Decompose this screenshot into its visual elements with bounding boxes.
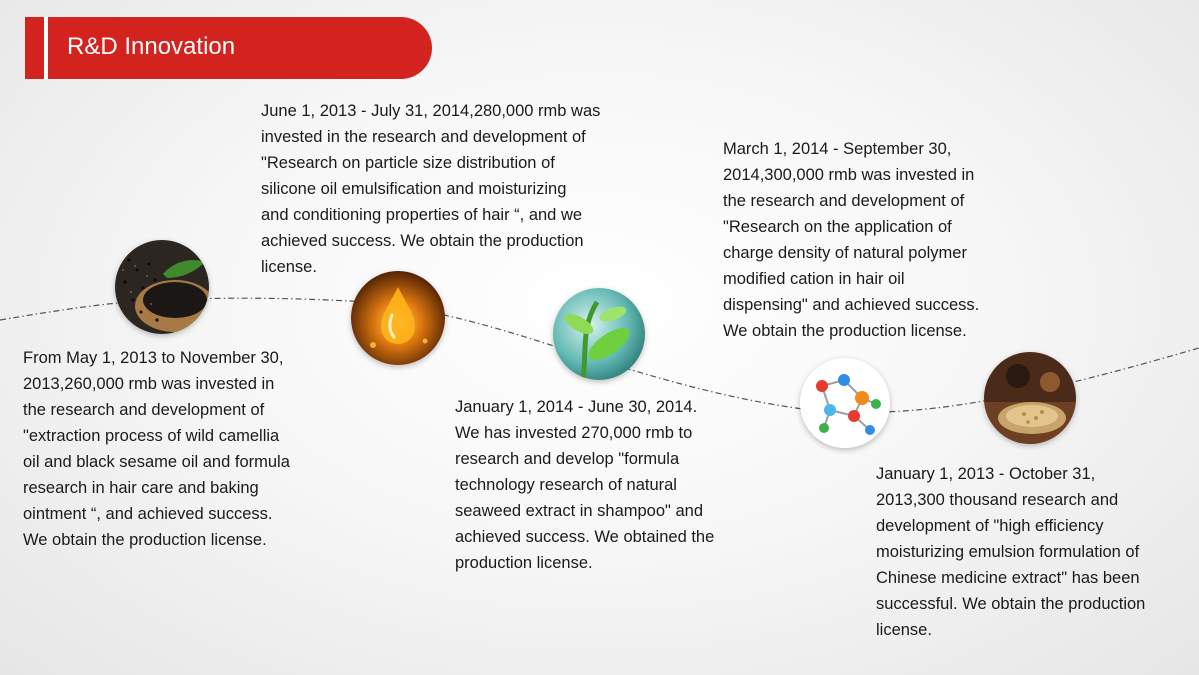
milestone-text-2: June 1, 2013 - July 31, 2014,280,000 rmb was invested in the research and development of "Research on particle size distribution of silicone oil emulsification and moisturizing and conditioning properties of hair “, and we achieved success. We obtain the production license. (261, 102, 601, 276)
seaweed-icon (553, 288, 645, 380)
milestone-text-1: From May 1, 2013 to November 30, 2013,260,000 rmb was invested in the research and development of "extraction process of wild camellia oil and black sesame oil and formula research in hair care and baking ointment “, and achieved success. We obtain the production license. (23, 349, 290, 549)
herbal-medicine-icon (984, 352, 1076, 444)
molecule-icon (800, 358, 890, 448)
milestone-text-5: January 1, 2013 - October 31, 2013,300 thousand research and development of "high efficiency moisturizing emulsion formulation of Chinese medicine extract" has been successful. We obtain the production license. (876, 465, 1146, 639)
milestone-text-4: March 1, 2014 - September 30, 2014,300,000 rmb was invested in the research and development of "Research on the application of charge density of natural polymer modified cation in hair oil dispensing" and achieved success. We obtain the production license. (723, 140, 980, 340)
oil-drop-icon (351, 271, 445, 365)
milestone-text-3: January 1, 2014 - June 30, 2014. We has invested 270,000 rmb to research and develop "formula technology research of natural seaweed extract in shampoo" and achieved success. We obtained the production license. (455, 398, 715, 572)
page-title: R&D Innovation (67, 33, 236, 60)
seeds-icon (115, 240, 209, 334)
